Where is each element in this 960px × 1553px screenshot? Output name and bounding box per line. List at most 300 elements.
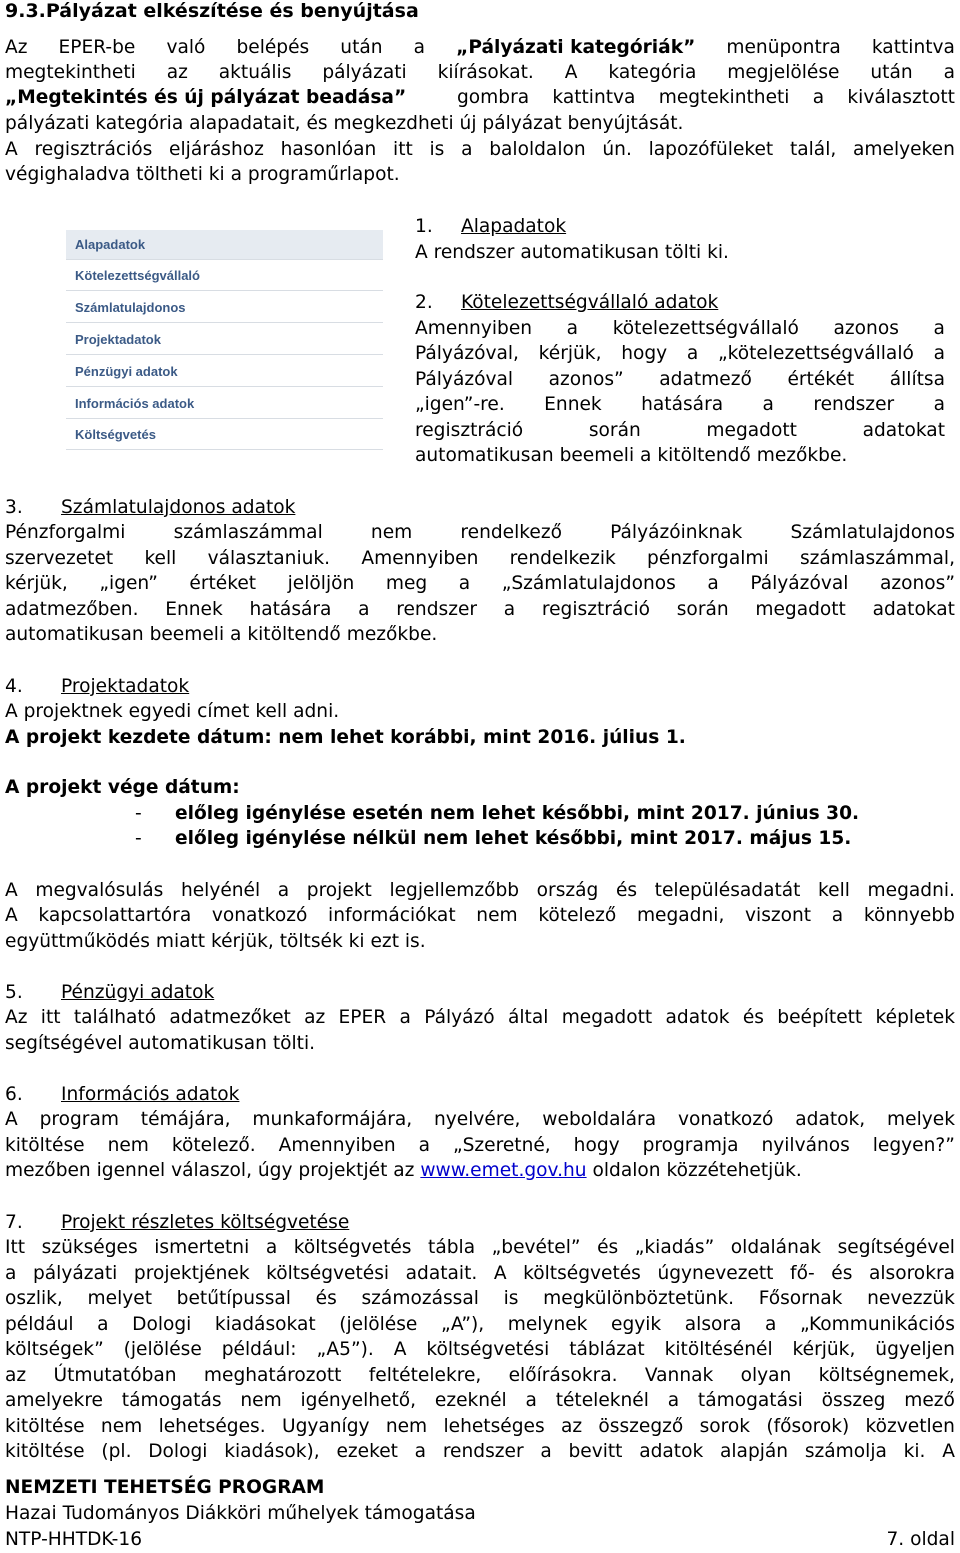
s1-number: 1. [415, 216, 433, 237]
word: menüpontra [726, 37, 841, 58]
s3-number: 3. [5, 497, 23, 518]
word: településadatát [654, 880, 801, 901]
word: megadni. [867, 880, 955, 901]
word: a [458, 573, 471, 594]
word: „igen” [99, 573, 158, 594]
word: a [831, 905, 844, 926]
page-number: 7. oldal [886, 1529, 955, 1550]
word: és [315, 1288, 337, 1309]
word: programja [642, 1135, 739, 1156]
s6-heading [5, 1083, 955, 1107]
bullet-dash: - [135, 803, 142, 824]
word: beépített [777, 1007, 863, 1028]
word: EPER [338, 1007, 387, 1028]
s1-text: A rendszer automatikusan tölti ki. [415, 242, 729, 263]
s6-line-1 [5, 1108, 955, 1132]
word: Pályázóval, [415, 343, 519, 364]
word: talál, [789, 139, 837, 160]
word: Ennek [165, 599, 223, 620]
word: fő- [790, 1263, 815, 1284]
word: hatására [641, 394, 724, 415]
side-menu-item-kotelezettsegvallalo[interactable]: Kötelezettségvállaló [66, 261, 383, 291]
word: alsorokra [868, 1263, 955, 1284]
word: meg [385, 573, 428, 594]
word: program [39, 1109, 119, 1130]
s3-line-1 [5, 521, 955, 545]
side-menu-item-informacios-adatok[interactable]: Információs adatok [66, 389, 383, 419]
s6-number: 6. [5, 1084, 23, 1105]
word: megvalósulás [35, 880, 164, 901]
word: oszlik, [5, 1288, 63, 1309]
word: A [5, 880, 18, 901]
word: a [97, 1314, 109, 1335]
word: az [304, 1007, 326, 1028]
word: „igen”-re. [415, 394, 505, 415]
word: a [762, 394, 774, 415]
s1-title: Alapadatok [461, 216, 567, 237]
word: jelöljön [287, 573, 355, 594]
word: megkülönböztetünk. [543, 1288, 735, 1309]
word: kell [144, 548, 177, 569]
side-menu-item-koltsegvetes[interactable]: Költségvetés [66, 420, 383, 450]
word: A [5, 905, 18, 926]
s7-line-3 [5, 1287, 955, 1311]
word: gombra [457, 87, 530, 108]
section-title: 9.3.Pályázat elkészítése és benyújtása [5, 0, 419, 22]
word: az [5, 1365, 27, 1386]
side-menu-item-szamlatulajdonos[interactable]: Számlatulajdonos [66, 293, 383, 323]
word: kell [818, 880, 850, 901]
s2-line-3 [415, 368, 945, 392]
word: nem [476, 905, 518, 926]
word: a [399, 1007, 411, 1028]
word: azonos” [548, 369, 624, 390]
word: Ugyanígy [281, 1416, 370, 1437]
s7-number: 7. [5, 1212, 23, 1233]
word: támogatás [121, 1390, 222, 1411]
word: és [831, 1263, 853, 1284]
word: melynek [507, 1314, 588, 1335]
intro-line-3 [5, 86, 955, 110]
word: a [358, 599, 370, 620]
word: nem [385, 1416, 428, 1437]
word: „kötelezettségvállaló [718, 343, 914, 364]
word: a [413, 37, 426, 58]
word: „A5”). [316, 1339, 374, 1360]
word: Az [5, 37, 28, 58]
word: kattintva [552, 87, 636, 108]
word: ismertetni [154, 1237, 250, 1258]
word: helyénél [180, 880, 261, 901]
bullet-dash: - [135, 828, 142, 849]
word: kiválasztott [847, 87, 955, 108]
word: EPER-be [58, 37, 136, 58]
s6-line-3-b: oldalon közzétehetjük. [586, 1160, 802, 1181]
word: „Számlatulajdonos [501, 573, 676, 594]
s3-line-5: automatikusan beemeli a kitöltendő mezőkbe. [5, 624, 438, 645]
s2-line-4 [415, 393, 945, 417]
word: nem [370, 522, 413, 543]
word: ún. [602, 139, 632, 160]
word: képletek [875, 1007, 955, 1028]
s4-line-1: A projektnek egyedi címet kell adni. [5, 701, 340, 722]
word: a [525, 1390, 537, 1411]
word: bevitt [568, 1441, 623, 1462]
word: közvetlen [865, 1416, 955, 1437]
word: belépés [236, 37, 310, 58]
s7-line-9 [5, 1440, 955, 1464]
side-menu-item-alapadatok[interactable]: Alapadatok [66, 230, 383, 260]
word: azonos” [879, 573, 955, 594]
word: hogy [621, 343, 668, 364]
word: például [5, 1314, 74, 1335]
s4-line-5 [5, 904, 955, 928]
word: feltételekre, [368, 1365, 482, 1386]
word: viszont [745, 905, 812, 926]
word: oldalának [730, 1237, 822, 1258]
word: adatok [639, 1441, 704, 1462]
s2-line-6: automatikusan beemeli a kitöltendő mezőkbe. [415, 445, 848, 466]
s4-end-date-bullet-1 [135, 802, 859, 826]
word: Pályázóval [415, 369, 514, 390]
word: „Szeretné, [452, 1135, 551, 1156]
word: tábla [428, 1237, 476, 1258]
s3-line-2 [5, 547, 955, 571]
word: aktuális [218, 62, 292, 83]
footer-program-name: NEMZETI TEHETSÉG PROGRAM [5, 1477, 325, 1498]
intro-line-4: pályázati kategória alapadatait, és megkezdheti új pályázat benyújtását. [5, 113, 684, 134]
word: pályázati [322, 62, 407, 83]
footer-bottom-row [5, 1528, 955, 1552]
word: az [560, 1416, 583, 1437]
word: a [461, 139, 473, 160]
word: Pályázó [424, 1007, 495, 1028]
s7-line-8 [5, 1415, 955, 1439]
word: számlaszámmal [173, 522, 323, 543]
word: a [686, 343, 699, 364]
word: adatok, [795, 1109, 866, 1130]
word: A [942, 1441, 955, 1462]
word: adatok [665, 1007, 730, 1028]
word: a [667, 1390, 680, 1411]
word: Számlatulajdonos [790, 522, 955, 543]
word: számozással [361, 1288, 479, 1309]
word: melyek [887, 1109, 955, 1130]
word: egyik [611, 1314, 662, 1335]
word: projektjének [133, 1263, 250, 1284]
s5-line-1 [5, 1006, 955, 1030]
s4-bullet-1-text: előleg igénylése esetén nem lehet későbbi, mint 2017. június 30. [175, 803, 860, 824]
word: számolja [804, 1441, 887, 1462]
word: itt [393, 139, 413, 160]
emet-website-link[interactable]: www.emet.gov.hu [420, 1160, 587, 1181]
word: vonatkozó [677, 1109, 774, 1130]
word: a [265, 1237, 278, 1258]
s6-line-2 [5, 1134, 955, 1158]
footer-code: NTP-HHTDK-16 [5, 1529, 143, 1550]
s1-heading [415, 215, 945, 239]
word: Dologi [132, 1314, 192, 1335]
word: A [493, 1263, 507, 1284]
word: pályázati [32, 1263, 118, 1284]
word: kitöltése [5, 1441, 85, 1462]
word: Dologi [148, 1441, 208, 1462]
word: való [166, 37, 206, 58]
intro-bold-button-name: „Megtekintés és új pályázat beadása” [5, 87, 407, 108]
side-menu-item-projektadatok[interactable]: Projektadatok [66, 325, 383, 355]
s2-line-5 [415, 419, 945, 443]
word: Pályázóinknak [610, 522, 743, 543]
s5-title: Pénzügyi adatok [61, 982, 215, 1003]
word: itt [40, 1007, 61, 1028]
word: alsora [684, 1314, 742, 1335]
word: hogy [573, 1135, 620, 1156]
word: a [566, 318, 579, 339]
word: segítségével [837, 1237, 955, 1258]
word: baloldalon [489, 139, 586, 160]
word: a [503, 599, 516, 620]
word: regisztrációs [34, 139, 153, 160]
word: számlaszámmal, [799, 548, 955, 569]
word: Pénzforgalmi [5, 522, 126, 543]
s4-end-date-label: A projekt vége dátum: [5, 777, 240, 798]
word: regisztráció [541, 599, 651, 620]
word: is [429, 139, 445, 160]
word: Amennyiben [415, 318, 533, 339]
word: például: [221, 1339, 297, 1360]
word: hatására [249, 599, 332, 620]
word: költségvetés [293, 1237, 412, 1258]
intro-line-1 [5, 36, 955, 60]
word: megtekintheti [5, 62, 136, 83]
word: „Pályázati kategóriák” [456, 37, 696, 58]
word: az [166, 62, 188, 83]
word: kitöltése [5, 1135, 85, 1156]
word: weboldalára [542, 1109, 657, 1130]
word: „Kommunikációs [800, 1314, 955, 1335]
s3-line-3 [5, 572, 955, 596]
s4-line-4 [5, 879, 955, 903]
word: is [503, 1288, 519, 1309]
word: adatokat [872, 599, 955, 620]
word: lehetséges [443, 1416, 545, 1437]
word: munkaformájára, [252, 1109, 413, 1130]
s6-line-3 [5, 1159, 955, 1183]
word: „kiadás” [634, 1237, 715, 1258]
word: (jelölése [123, 1339, 202, 1360]
s5-line-2: segítségével automatikusan tölti. [5, 1033, 316, 1054]
word: költségek” [5, 1339, 104, 1360]
word: tételeknél [555, 1390, 649, 1411]
word: úgynevezett [657, 1263, 774, 1284]
s4-title: Projektadatok [61, 676, 190, 697]
word: költségvetési [266, 1263, 390, 1284]
word: támogatási [697, 1390, 803, 1411]
word: betűtípussal [176, 1288, 291, 1309]
word: a [933, 343, 945, 364]
word: után [870, 62, 913, 83]
s4-line-6: együttműködés miatt kérjük, töltsék ki ezt is. [5, 931, 426, 952]
word: során [676, 599, 729, 620]
s3-title: Számlatulajdonos adatok [61, 497, 296, 518]
word: kiadásokat [214, 1314, 316, 1335]
word: Útmutatóban [53, 1365, 177, 1386]
word: A [393, 1339, 407, 1360]
word: Pályázóval [750, 573, 849, 594]
word: könnyebb [863, 905, 955, 926]
word: kötelező [538, 905, 617, 926]
word: található [73, 1007, 157, 1028]
word: mező [904, 1390, 955, 1411]
word: költségvetés [523, 1263, 641, 1284]
word: Az [5, 1007, 28, 1028]
word: kérjük, [538, 343, 602, 364]
word: kérjük, [792, 1339, 856, 1360]
word: meghatározott [203, 1365, 342, 1386]
side-menu-item-penzugyi-adatok[interactable]: Pénzügyi adatok [66, 357, 383, 387]
s4-start-date-rule: A projekt kezdete dátum: nem lehet korábbi, mint 2016. július 1. [5, 727, 686, 748]
word: nem [240, 1390, 282, 1411]
word: által [507, 1007, 549, 1028]
s3-line-4 [5, 598, 955, 622]
word: (fősorok) [766, 1416, 850, 1437]
word: „bevétel” [491, 1237, 581, 1258]
word: során [588, 420, 641, 441]
word: adatmezőket [169, 1007, 291, 1028]
word: olyan [740, 1365, 792, 1386]
s4-heading [5, 675, 955, 699]
word: melyet [87, 1288, 152, 1309]
s4-end-date-bullet-2 [135, 827, 851, 851]
word: igényelhető, [300, 1390, 417, 1411]
word: ki. [903, 1441, 926, 1462]
word: választaniuk. [207, 548, 331, 569]
word: kötelező. [171, 1135, 256, 1156]
s2-heading [415, 291, 945, 315]
word: azonos [833, 318, 899, 339]
word: megadott [755, 599, 846, 620]
word: A [5, 139, 18, 160]
word: kategória [608, 62, 697, 83]
word: lehetséges. [158, 1416, 266, 1437]
word: rendszer [396, 599, 478, 620]
word: a [540, 1441, 552, 1462]
word: megtekintheti [658, 87, 790, 108]
word: rendszer [442, 1441, 524, 1462]
word: táblázat [569, 1339, 645, 1360]
word: Vannak [644, 1365, 714, 1386]
word: alapján [719, 1441, 789, 1462]
word: után [340, 37, 383, 58]
word: adatmezőben. [5, 599, 139, 620]
word: szervezetet [5, 548, 114, 569]
word: amelyekre [5, 1390, 103, 1411]
word: kiírásokat. [437, 62, 534, 83]
word: (jelölése [339, 1314, 418, 1335]
word: legjellemzőbb [389, 880, 520, 901]
s3-heading [5, 496, 955, 520]
word: a [277, 880, 290, 901]
word: kattintva [871, 37, 955, 58]
word: legyen?” [872, 1135, 955, 1156]
word: rendelkezik [509, 548, 616, 569]
word: nem [100, 1416, 143, 1437]
s2-line-1 [415, 317, 945, 341]
word: rendszer [813, 394, 895, 415]
word: megjelölése [727, 62, 840, 83]
s7-line-5 [5, 1338, 955, 1362]
s7-line-7 [5, 1389, 955, 1413]
word: állítsa [889, 369, 945, 390]
word: kitöltésénél [664, 1339, 773, 1360]
s7-line-2 [5, 1262, 955, 1286]
word: és [742, 1007, 764, 1028]
word: nevezzük [867, 1288, 955, 1309]
word: a [707, 573, 719, 594]
word: a [765, 1314, 777, 1335]
word: információkat [328, 905, 456, 926]
word: kapcsolattartóra [38, 905, 192, 926]
side-menu-screenshot [66, 230, 383, 452]
word: lapozófüleket [648, 139, 774, 160]
intro-line-6: végighaladva töltheti ki a programűrlapot. [5, 164, 400, 185]
word: értéket [189, 573, 257, 594]
word: a [933, 394, 945, 415]
word: amelyeken [853, 139, 955, 160]
intro-line-2 [5, 61, 955, 85]
word: kitöltése [5, 1416, 85, 1437]
intro-line-3-rest [457, 86, 955, 110]
word: adatmező [659, 369, 752, 390]
word: összegző [598, 1416, 684, 1437]
word: kötelezettségvállaló [612, 318, 799, 339]
word: a [943, 62, 955, 83]
s7-title: Projekt részletes költségvetése [61, 1212, 350, 1233]
word: Itt [5, 1237, 26, 1258]
s2-title: Kötelezettségvállaló adatok [461, 292, 719, 313]
word: megadott [561, 1007, 653, 1028]
word: témájára, [140, 1109, 231, 1130]
s2-line-2 [415, 342, 945, 366]
word: megadott [706, 420, 797, 441]
word: eljáráshoz [169, 139, 264, 160]
word: költségnemek, [818, 1365, 955, 1386]
word: a [5, 1263, 17, 1284]
word: ügyeljen [875, 1339, 955, 1360]
word: regisztráció [415, 420, 524, 441]
word: projekt [306, 880, 372, 901]
word: költségvetési [426, 1339, 550, 1360]
word: Fősornak [758, 1288, 843, 1309]
s2-number: 2. [415, 292, 433, 313]
word: nem [107, 1135, 149, 1156]
word: vonatkozó [211, 905, 308, 926]
word: a [418, 1135, 431, 1156]
word: Amennyiben [278, 1135, 396, 1156]
footer-subtitle: Hazai Tudományos Diákköri műhelyek támogatása [5, 1503, 476, 1524]
word: rendelkező [460, 522, 562, 543]
s6-title: Információs adatok [61, 1084, 240, 1105]
word: Amennyiben [361, 548, 479, 569]
word: ezeknél [434, 1390, 507, 1411]
word: kérjük, [5, 573, 68, 594]
word: előírásokra. [508, 1365, 618, 1386]
s4-bullet-2-text: előleg igénylése nélkül nem lehet későbbi, mint 2017. május 15. [175, 828, 852, 849]
word: megadni, [636, 905, 725, 926]
s5-number: 5. [5, 982, 23, 1003]
word: a [812, 87, 825, 108]
s7-line-4 [5, 1313, 955, 1337]
